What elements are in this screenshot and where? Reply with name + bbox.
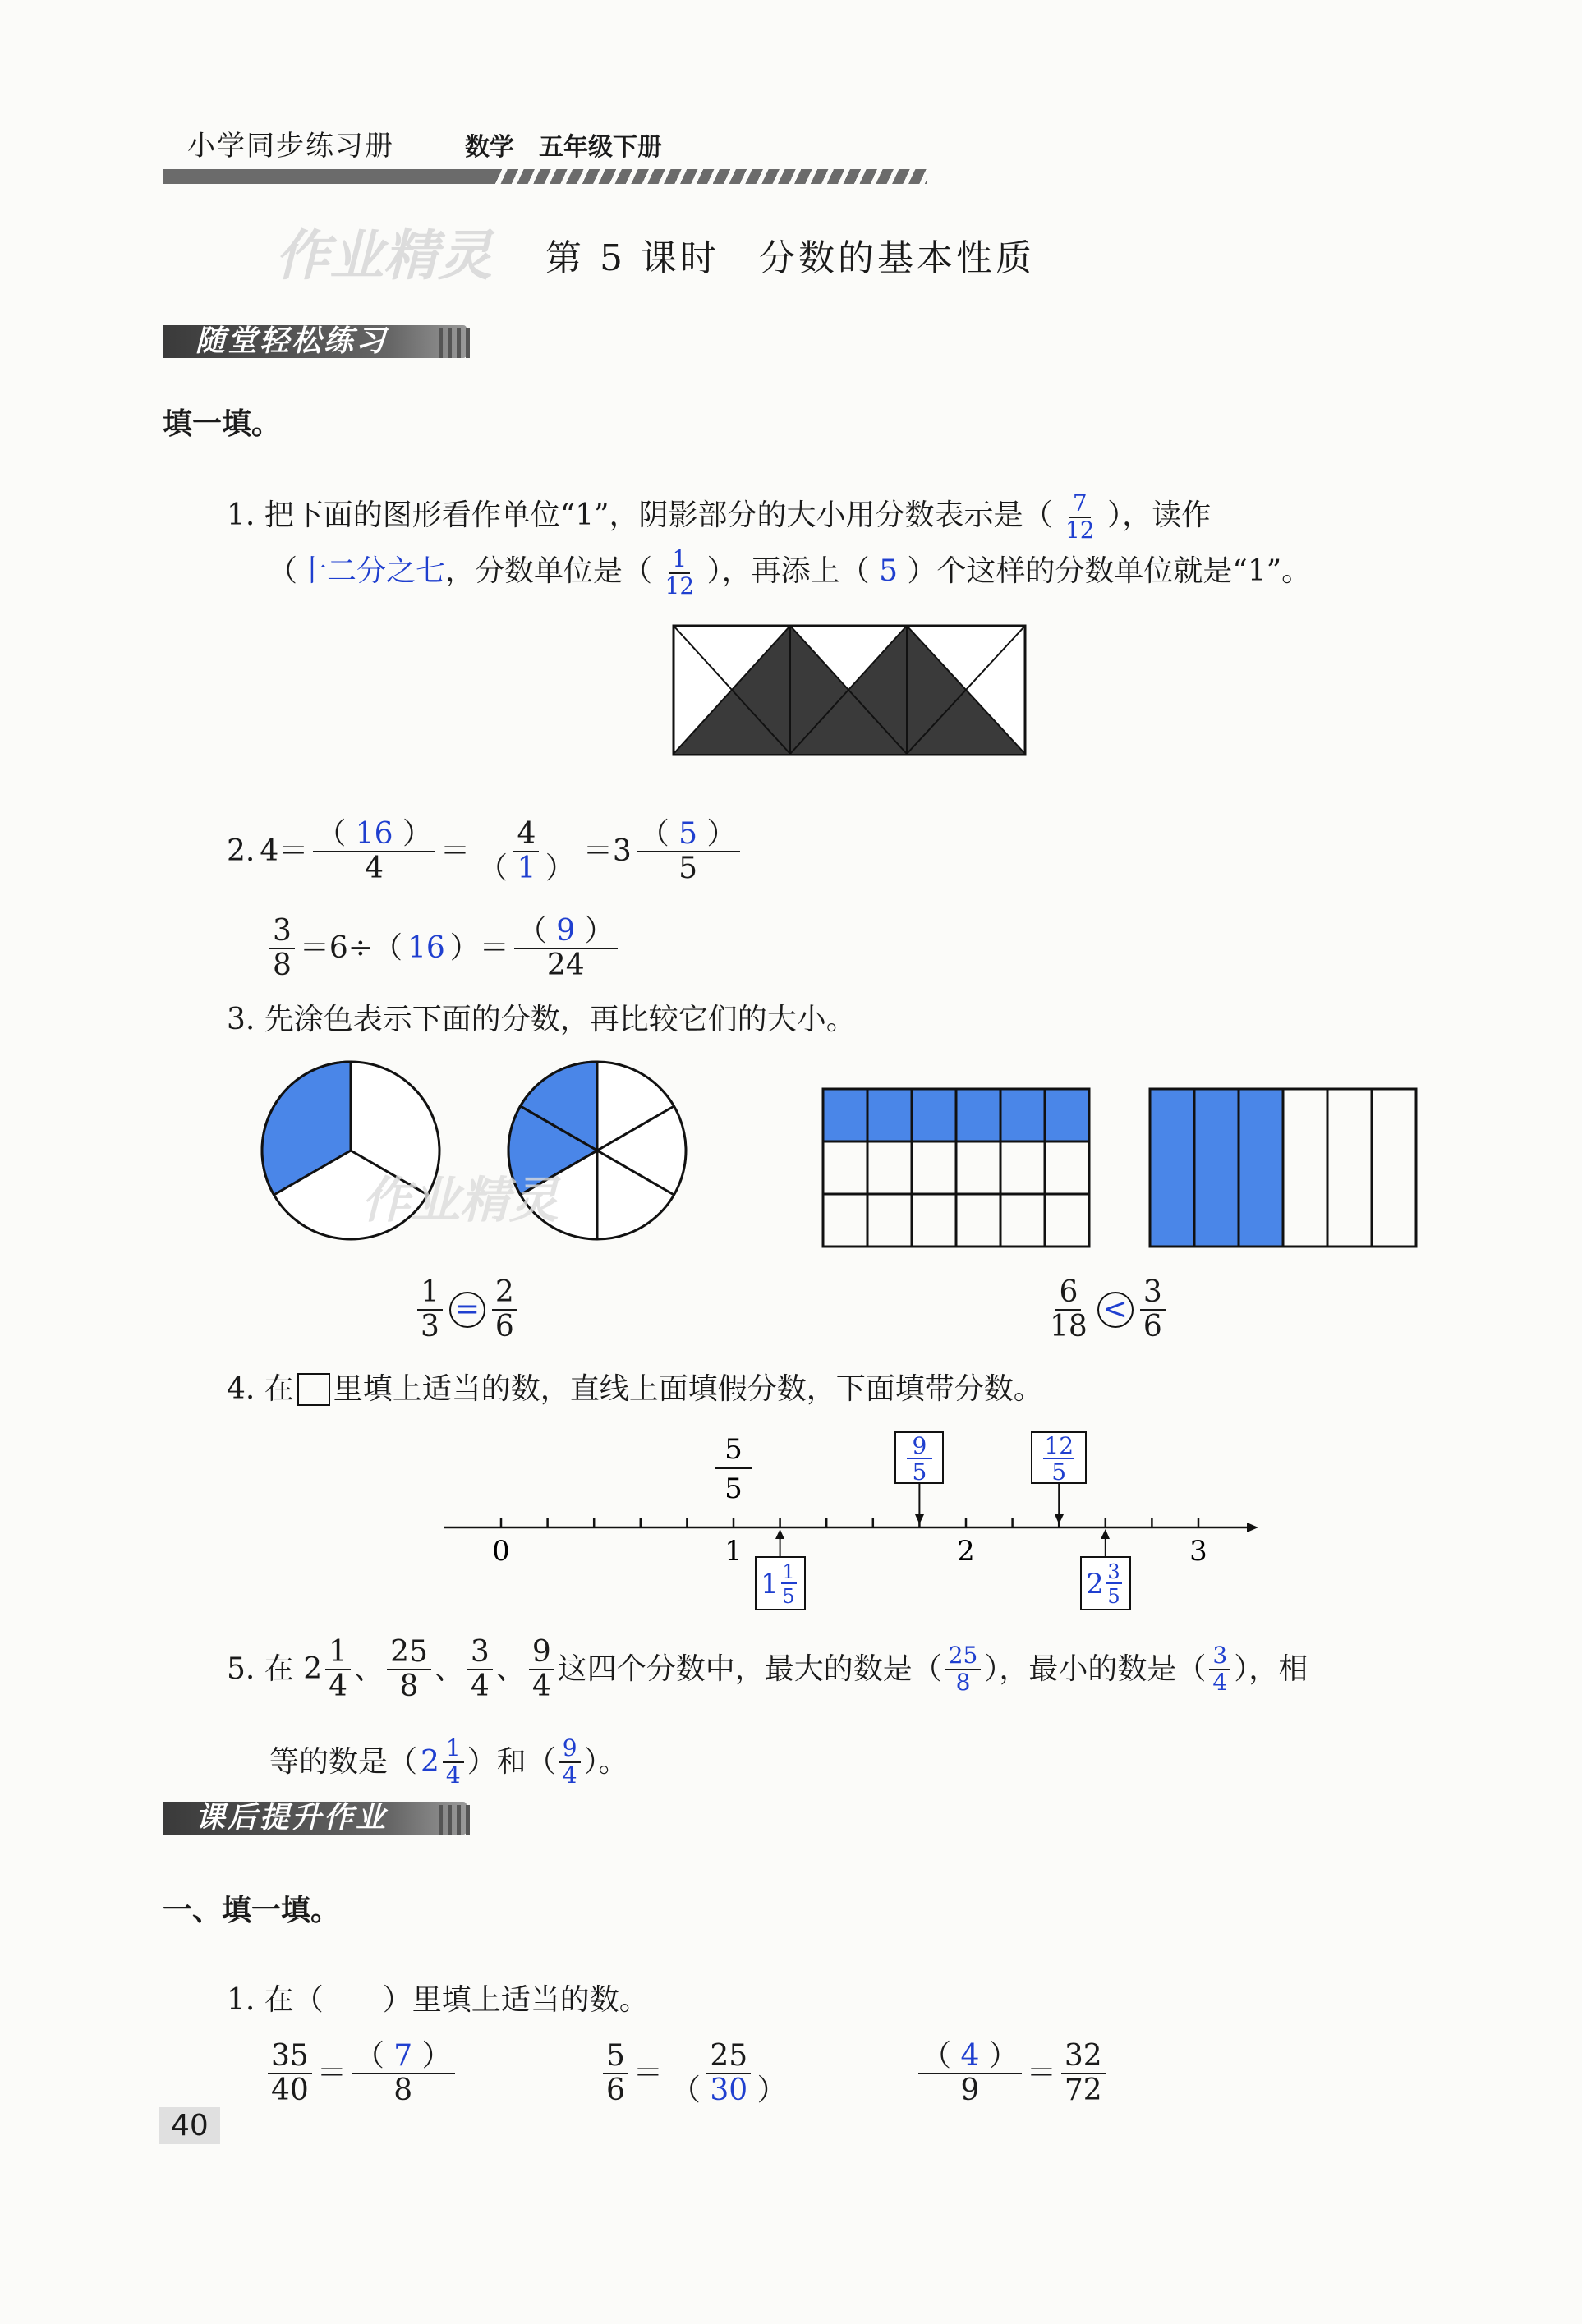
denominator: 9 [960, 2073, 980, 2107]
answer-numerator: 7 [393, 2039, 413, 2073]
denominator: 4 [365, 851, 384, 885]
q2-frac2: $\frac{4}{( 1 )}$ [478, 817, 575, 885]
q2-frac-right: $\frac{( 9 )}{24}$ [514, 915, 618, 981]
box-denominator: 5 [1051, 1458, 1067, 1486]
numerator: 32 [1061, 2040, 1106, 2074]
s2-equation-2 [603, 2040, 790, 2106]
q5-max-answer [945, 1643, 982, 1696]
numerator: 5 [603, 2040, 628, 2074]
banner-bars [439, 1805, 471, 1835]
q1-unit-fraction [662, 547, 698, 599]
answer-numerator: 4 [960, 2039, 980, 2073]
header-stripe [491, 169, 927, 184]
fraction [268, 2040, 312, 2106]
box-numerator: 12 [1044, 1432, 1074, 1459]
fraction [1140, 1276, 1166, 1343]
section-banner-homework: 课后提升作业 [163, 1802, 467, 1835]
numerator: 2 [492, 1276, 517, 1311]
q2-frac3: $\frac{( 5 )}{5}$ [637, 818, 740, 884]
numerator: 3 [269, 915, 295, 949]
q1-line2 [268, 547, 1311, 599]
fraction [467, 1636, 493, 1702]
numerator: 3 [467, 1636, 493, 1670]
numerator: 1 [325, 1636, 351, 1670]
q5-text-b: 这四个分数中，最大的数是（ [557, 1651, 942, 1686]
box-denominator: 5 [1107, 1585, 1120, 1608]
numerator: 6 [1055, 1276, 1081, 1311]
denominator: 6 [606, 2073, 625, 2107]
numerator: 4 [513, 818, 539, 852]
fraction [417, 1276, 443, 1343]
denominator: 4 [470, 1669, 490, 1703]
axis-label-0: 0 [492, 1535, 510, 1568]
fraction [325, 1636, 351, 1702]
q2-label: 2. [227, 834, 255, 868]
compare-sign: = [449, 1292, 485, 1328]
denominator: 24 [546, 948, 585, 982]
fraction: $\frac{25}{( 30 )}$ [670, 2039, 787, 2107]
numerator: 25 [945, 1643, 982, 1670]
top-numerator: 5 [724, 1433, 743, 1466]
box-numerator: 9 [912, 1432, 927, 1459]
answer-denominator: 1 [517, 851, 536, 885]
triangle-rectangle-figure [672, 624, 1027, 756]
section-heading: 填一填。 [163, 406, 282, 441]
denominator: 8 [273, 948, 292, 982]
denominator: 4 [329, 1669, 348, 1703]
top-denominator: 5 [724, 1472, 743, 1505]
denominator: 12 [665, 572, 695, 599]
book-title: 小学同步练习册 [187, 130, 394, 163]
s2-equation-3 [918, 2040, 1106, 2106]
q5-line2 [269, 1736, 628, 1789]
q5-text-e: 等的数是（ [269, 1744, 418, 1779]
q2-lhs: 4＝ [260, 834, 309, 868]
q5-eq2-fraction [559, 1736, 581, 1789]
q5-eq1-whole: 2 [421, 1744, 439, 1779]
separator: 、 [434, 1651, 464, 1686]
page-number: 40 [159, 2107, 220, 2144]
grid-sixths [1148, 1087, 1418, 1248]
q5-eq1-fraction [443, 1736, 464, 1789]
q2-line1 [227, 818, 740, 884]
compare-sign: < [1097, 1292, 1134, 1328]
denominator: 40 [271, 2073, 309, 2107]
paren: （ [268, 553, 298, 588]
q1-read-answer: 十二分之七 [297, 553, 446, 588]
grid-eighteenths [821, 1087, 1091, 1248]
q5-text-a: 5. 在 2 [227, 1651, 323, 1686]
numerator: 9 [529, 1636, 554, 1670]
denominator: 18 [1050, 1309, 1088, 1343]
empty-box-icon [297, 1373, 330, 1406]
numerator: 9 [559, 1736, 581, 1763]
q3-text: 3. 先涂色表示下面的分数，再比较它们的大小。 [227, 1003, 856, 1036]
q2-div-text2: ）＝ [449, 930, 509, 965]
q1-text-c: ，分数单位是（ [445, 553, 653, 588]
denominator: 72 [1064, 2073, 1102, 2107]
q3-compare-2 [1046, 1276, 1166, 1343]
q2-frac-left [269, 915, 295, 981]
banner-bars [439, 328, 471, 358]
denominator: 6 [1143, 1309, 1162, 1343]
s2-equation-1 [268, 2040, 455, 2106]
equals: ＝ [632, 2055, 663, 2090]
q1-text-d: ），再添上（ [706, 553, 870, 588]
fraction [529, 1636, 554, 1702]
axis-label-2: 2 [957, 1535, 975, 1568]
q5-min-answer [1209, 1643, 1230, 1696]
fraction [492, 1276, 517, 1343]
denominator: 8 [399, 1669, 419, 1703]
denominator: 8 [393, 2073, 413, 2107]
numerator: 1 [669, 547, 690, 574]
box-numerator: 1 [782, 1560, 795, 1583]
numerator: 1 [443, 1736, 464, 1763]
q4-text [227, 1371, 1043, 1408]
axis-label-1: 1 [724, 1535, 743, 1568]
denominator: 8 [955, 1668, 971, 1696]
numerator: 3 [1140, 1276, 1166, 1311]
numerator: 7 [1069, 491, 1091, 518]
answer-numerator: 9 [556, 914, 576, 948]
fraction [603, 2040, 628, 2106]
numerator: 3 [1209, 1643, 1230, 1670]
axis-label-3: 3 [1189, 1535, 1207, 1568]
answer-numerator: 16 [355, 817, 393, 851]
box-whole: 1 [761, 1568, 779, 1601]
answer-numerator: 5 [678, 817, 698, 851]
denominator: 4 [1212, 1668, 1228, 1696]
denominator: 4 [445, 1761, 461, 1789]
q1-line1 [227, 491, 1211, 544]
numerator: 25 [387, 1636, 431, 1670]
section2-heading: 一、填一填。 [163, 1893, 341, 1927]
number-line [435, 1429, 1273, 1618]
equals-three: ＝3 [582, 834, 632, 868]
denominator: 3 [421, 1309, 439, 1343]
box-whole: 2 [1086, 1568, 1104, 1601]
q1-text-b: ），读作 [1107, 498, 1212, 532]
separator: 、 [495, 1651, 526, 1686]
denominator: 5 [678, 851, 698, 885]
q5-text-g: ）。 [583, 1744, 628, 1779]
subject-grade: 数学 五年级下册 [465, 133, 662, 162]
equals: ＝ [439, 834, 470, 868]
fraction [1046, 1276, 1091, 1343]
q2-div-answer: 16 [407, 930, 445, 965]
denominator: 12 [1065, 516, 1095, 544]
watermark-2: 作业精灵 [361, 1172, 559, 1229]
box-numerator: 3 [1107, 1560, 1120, 1583]
q5-text-c: ），最小的数是（ [984, 1651, 1207, 1686]
equals: ＝ [316, 2055, 347, 2090]
fraction [387, 1636, 431, 1702]
q5-line1 [227, 1636, 1308, 1702]
q2-line2 [269, 915, 618, 981]
answer-denominator: 30 [710, 2073, 748, 2107]
denominator: 4 [531, 1669, 551, 1703]
denominator: 6 [494, 1309, 514, 1343]
equals: ＝ [1026, 2055, 1056, 2090]
q4-text-b: 里填上适当的数，直线上面填假分数，下面填带分数。 [333, 1372, 1043, 1406]
fraction [1061, 2040, 1106, 2106]
q3-compare-1 [417, 1276, 517, 1343]
separator: 、 [354, 1651, 384, 1686]
section-banner-practice: 随堂轻松练习 [163, 325, 467, 358]
watermark: 作业精灵 [275, 224, 492, 287]
q1-text-e: ）个这样的分数单位就是“1”。 [907, 553, 1312, 588]
q1-add-answer: 5 [879, 553, 898, 588]
q4-text-a: 4. 在 [227, 1372, 294, 1406]
header-rule [163, 169, 491, 184]
q1-answer-fraction [1062, 491, 1098, 544]
numerator: 25 [706, 2040, 751, 2074]
q2-frac1: $\frac{( 16 )}{4}$ [313, 818, 435, 884]
fraction: $\frac{( 4 )}{9}$ [918, 2040, 1022, 2106]
q1-text-a: 1. 把下面的图形看作单位“1”，阴影部分的大小用分数表示是（ [227, 498, 1053, 532]
q5-text-d: ），相 [1234, 1651, 1308, 1686]
s2-q1-text: 1. 在（ ）里填上适当的数。 [227, 1983, 649, 2017]
box-denominator: 5 [782, 1585, 795, 1608]
numerator: 35 [268, 2040, 312, 2074]
fraction: $\frac{( 7 )}{8}$ [352, 2040, 455, 2106]
numerator: 1 [417, 1276, 443, 1311]
q5-text-f: ）和（ [467, 1744, 556, 1779]
q2-div-text: ＝6÷（ [299, 930, 402, 965]
denominator: 4 [562, 1761, 577, 1789]
box-denominator: 5 [912, 1458, 927, 1486]
lesson-title: 第 5 课时 分数的基本性质 [545, 237, 1035, 279]
